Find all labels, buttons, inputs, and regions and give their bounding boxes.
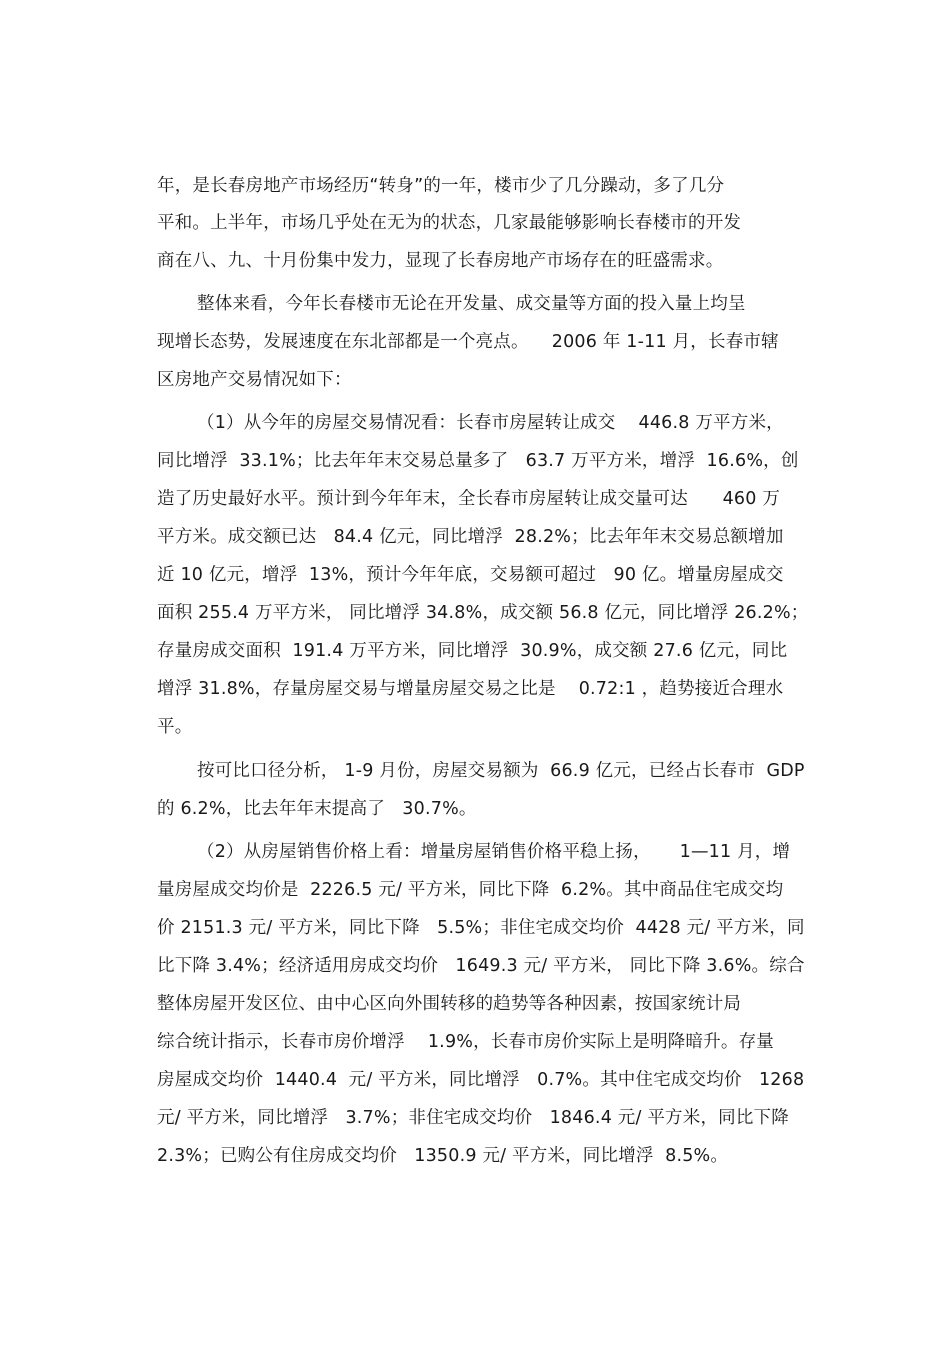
text-line: （2）从房屋销售价格上看：增量房屋销售价格平稳上扬， 1—11 月，增 — [197, 842, 791, 862]
text-line: 平方米。成交额已达 84.4 亿元，同比增浮 28.2%；比去年年末交易总额增加 — [157, 527, 784, 547]
text-line: 整体房屋开发区位、由中心区向外围转移的趋势等各种因素，按国家统计局 — [157, 994, 742, 1014]
text-line: 2.3%；已购公有住房成交均价 1350.9 元/ 平方米，同比增浮 8.5%。 — [157, 1146, 729, 1166]
text-line: 增浮 31.8%，存量房屋交易与增量房屋交易之比是 0.72:1 ，趋势接近合理水 — [157, 679, 784, 699]
text-line: 价 2151.3 元/ 平方米，同比下降 5.5%；非住宅成交均价 4428 元/ 平方米，同 — [157, 918, 805, 938]
text-line: 造了历史最好水平。预计到今年年末，全长春市房屋转让成交量可达 460 万 — [157, 489, 781, 509]
text-line: 房屋成交均价 1440.4 元/ 平方米，同比增浮 0.7%。其中住宅成交均价 1268 — [157, 1070, 805, 1090]
text-line: 的 6.2%，比去年年末提高了 30.7%。 — [157, 799, 477, 819]
text-line: （1）从今年的房屋交易情况看：长春市房屋转让成交 446.8 万平方米， — [197, 413, 784, 433]
text-line: 量房屋成交均价是 2226.5 元/ 平方米，同比下降 6.2%。其中商品住宅成交均 — [157, 880, 784, 900]
text-line: 整体来看，今年长春楼市无论在开发量、成交量等方面的投入量上均呈 — [197, 294, 746, 314]
text-line: 平和。上半年，市场几乎处在无为的状态，几家最能够影响长春楼市的开发 — [157, 213, 742, 233]
text-line: 年，是长春房地产市场经历“转身”的一年，楼市少了几分躁动，多了几分 — [157, 176, 725, 196]
text-line: 存量房成交面积 191.4 万平方米，同比增浮 30.9%，成交额 27.6 亿元，同比 — [157, 641, 788, 661]
text-line: 区房地产交易情况如下： — [157, 370, 352, 390]
text-line: 按可比口径分析， 1-9 月份，房屋交易额为 66.9 亿元，已经占长春市 GDP — [197, 761, 805, 781]
text-line: 综合统计指示，长春市房价增浮 1.9%，长春市房价实际上是明降暗升。存量 — [157, 1032, 775, 1052]
text-line: 元/ 平方米，同比增浮 3.7%；非住宅成交均价 1846.4 元/ 平方米，同比下降 — [157, 1108, 789, 1128]
text-line: 面积 255.4 万平方米， 同比增浮 34.8%，成交额 56.8 亿元，同比增浮 26.2%； — [157, 603, 809, 623]
text-line: 商在八、九、十月份集中发力，显现了长春房地产市场存在的旺盛需求。 — [157, 251, 724, 271]
text-line: 近 10 亿元，增浮 13%，预计今年年底，交易额可超过 90 亿。增量房屋成交 — [157, 565, 784, 585]
text-line: 现增长态势，发展速度在东北部都是一个亮点。 2006 年 1-11 月，长春市辖 — [157, 332, 779, 352]
text-line: 同比增浮 33.1%；比去年年末交易总量多了 63.7 万平方米，增浮 16.6%，创 — [157, 451, 799, 471]
text-line: 平。 — [157, 717, 193, 737]
text-line: 比下降 3.4%；经济适用房成交均价 1649.3 元/ 平方米， 同比下降 3.6%。综合 — [157, 956, 805, 976]
